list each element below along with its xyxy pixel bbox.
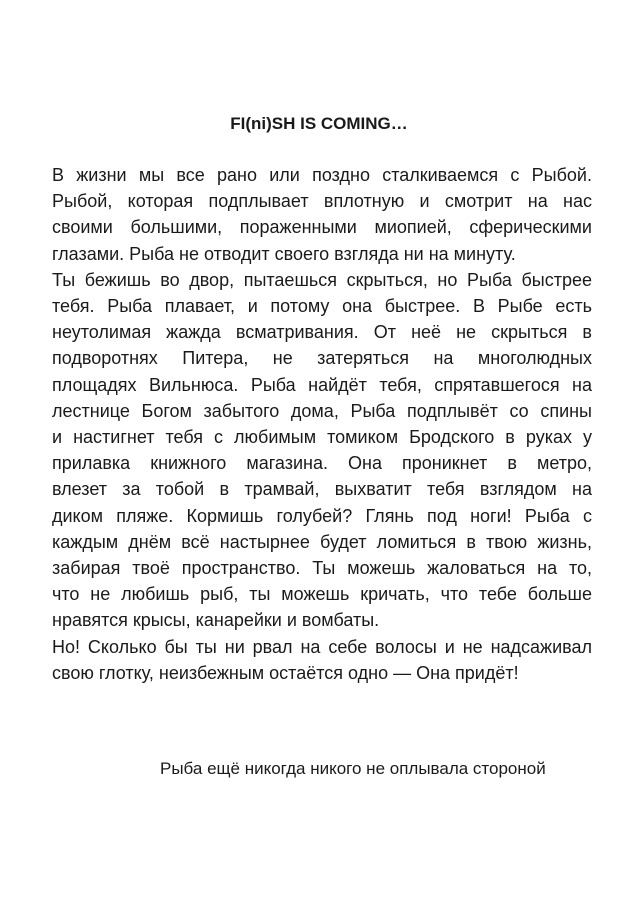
text-line: Рыбой, которая подплывает вплотную и смотрит на нас: [52, 191, 592, 212]
text-line: каждым днём всё настырнее будет ломиться в твою жизнь,: [52, 531, 592, 552]
text-line: В жизни мы все рано или поздно сталкиваемся с Рыбой.: [52, 165, 592, 185]
text-line: своими большими, пораженными миопией, сферическими: [52, 217, 592, 238]
text-line: тебя. Рыба плавает, и потому она быстрее. В Рыбе есть: [52, 296, 592, 317]
text-line: глазами. Рыба не отводит своего взгляда ни на минуту.: [52, 243, 516, 264]
text-line: забирая твоё пространство. Ты можешь жаловаться на то,: [52, 558, 592, 579]
closing-epigraph: Рыба ещё никогда никого не оплывала стороной: [160, 759, 546, 778]
text-line: что не любишь рыб, ты можешь кричать, что тебе больше: [52, 584, 592, 605]
text-line: Ты бежишь во двор, пытаешься скрыться, но Рыба быстрее: [52, 269, 592, 290]
text-line: диком пляже. Кормишь голубей? Глянь под ноги! Рыба с: [52, 505, 592, 526]
text-line: свою глотку, неизбежным остаётся одно — Она придёт!: [52, 662, 519, 683]
text-line: лестнице Богом забытого дома, Рыба подплывёт со спины: [52, 400, 592, 421]
text-line: нравятся крысы, канарейки и вомбаты.: [52, 610, 380, 631]
text-line: площадях Вильнюса. Рыба найдёт тебя, спрятавшегося на: [52, 374, 592, 395]
document-title: FI(ni)SH IS COMING…: [230, 114, 408, 133]
text-line: Но! Сколько бы ты ни рвал на себе волосы и не надсаживал: [52, 636, 592, 657]
text-line: подворотнях Питера, не затеряться на многолюдных: [52, 348, 592, 369]
text-line: прилавка книжного магазина. Она проникнет в метро,: [52, 453, 592, 474]
text-line: и настигнет тебя с любимым томиком Бродского в руках у: [52, 427, 592, 448]
text-line: неутолимая жажда всматривания. От неё не скрыться в: [52, 322, 592, 343]
body-paragraph: [52, 162, 592, 686]
text-line: влезет за тобой в трамвай, выхватит тебя взглядом на: [52, 479, 592, 500]
